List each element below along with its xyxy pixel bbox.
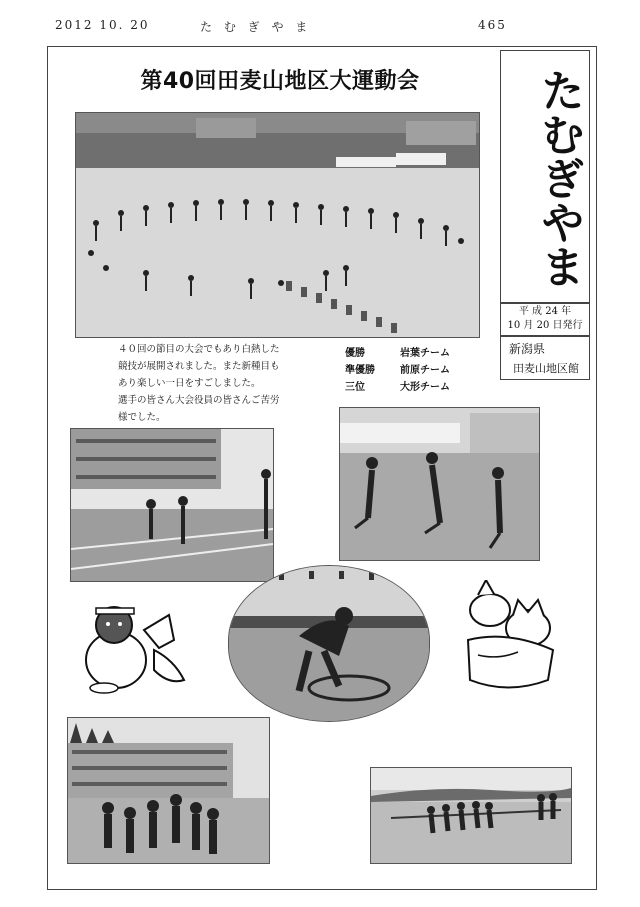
prefecture-label: 新潟県 [509,342,546,356]
result-team: 岩葉チーム [400,348,450,359]
article-line: 様でした。 [118,412,166,423]
issue-date [500,302,590,336]
header-issue-number: 465 [478,18,507,32]
publisher-box [500,336,590,380]
result-row [345,345,450,362]
article-line: 競技が展開されました。また新種目も [118,361,280,372]
photo-group-school [67,717,270,864]
article-line: ４０回の節目の大会でもあり白熱した [118,344,280,355]
article-text [118,341,308,426]
photo-running-race [339,407,540,561]
page-title: 第40回田麦山地区大運動会 [140,69,420,94]
result-rank: 三位 [345,382,365,393]
result-team: 前原チーム [400,365,450,376]
result-row [345,362,450,379]
header-newsletter-name: た む ぎ や ま [200,20,312,34]
article-line: 選手の皆さん大会役員の皆さんご苦労 [118,395,280,406]
illustration-bear-rabbit [74,600,192,696]
issue-date-day: 10 月 20 日発行 [507,320,583,331]
result-team: 大形チーム [400,382,450,393]
result-rank: 優勝 [345,348,365,359]
illustration-cheering-characters [458,580,560,698]
issue-date-year: 平 成 24 年 [518,306,572,317]
photo-hula-hoop [228,565,430,722]
photo-tug-of-war [370,767,572,864]
header-date: 2012 10. 20 [55,18,150,32]
result-rank: 準優勝 [345,365,375,376]
publisher-label: 田麦山地区館 [513,362,579,375]
main-photo-field [75,112,480,338]
article-line: あり楽しい一日をすごしました。 [118,378,261,389]
results-list [345,345,450,396]
masthead-title: たむぎやま [533,68,584,288]
result-row [345,379,450,396]
photo-relay-race [70,428,274,582]
